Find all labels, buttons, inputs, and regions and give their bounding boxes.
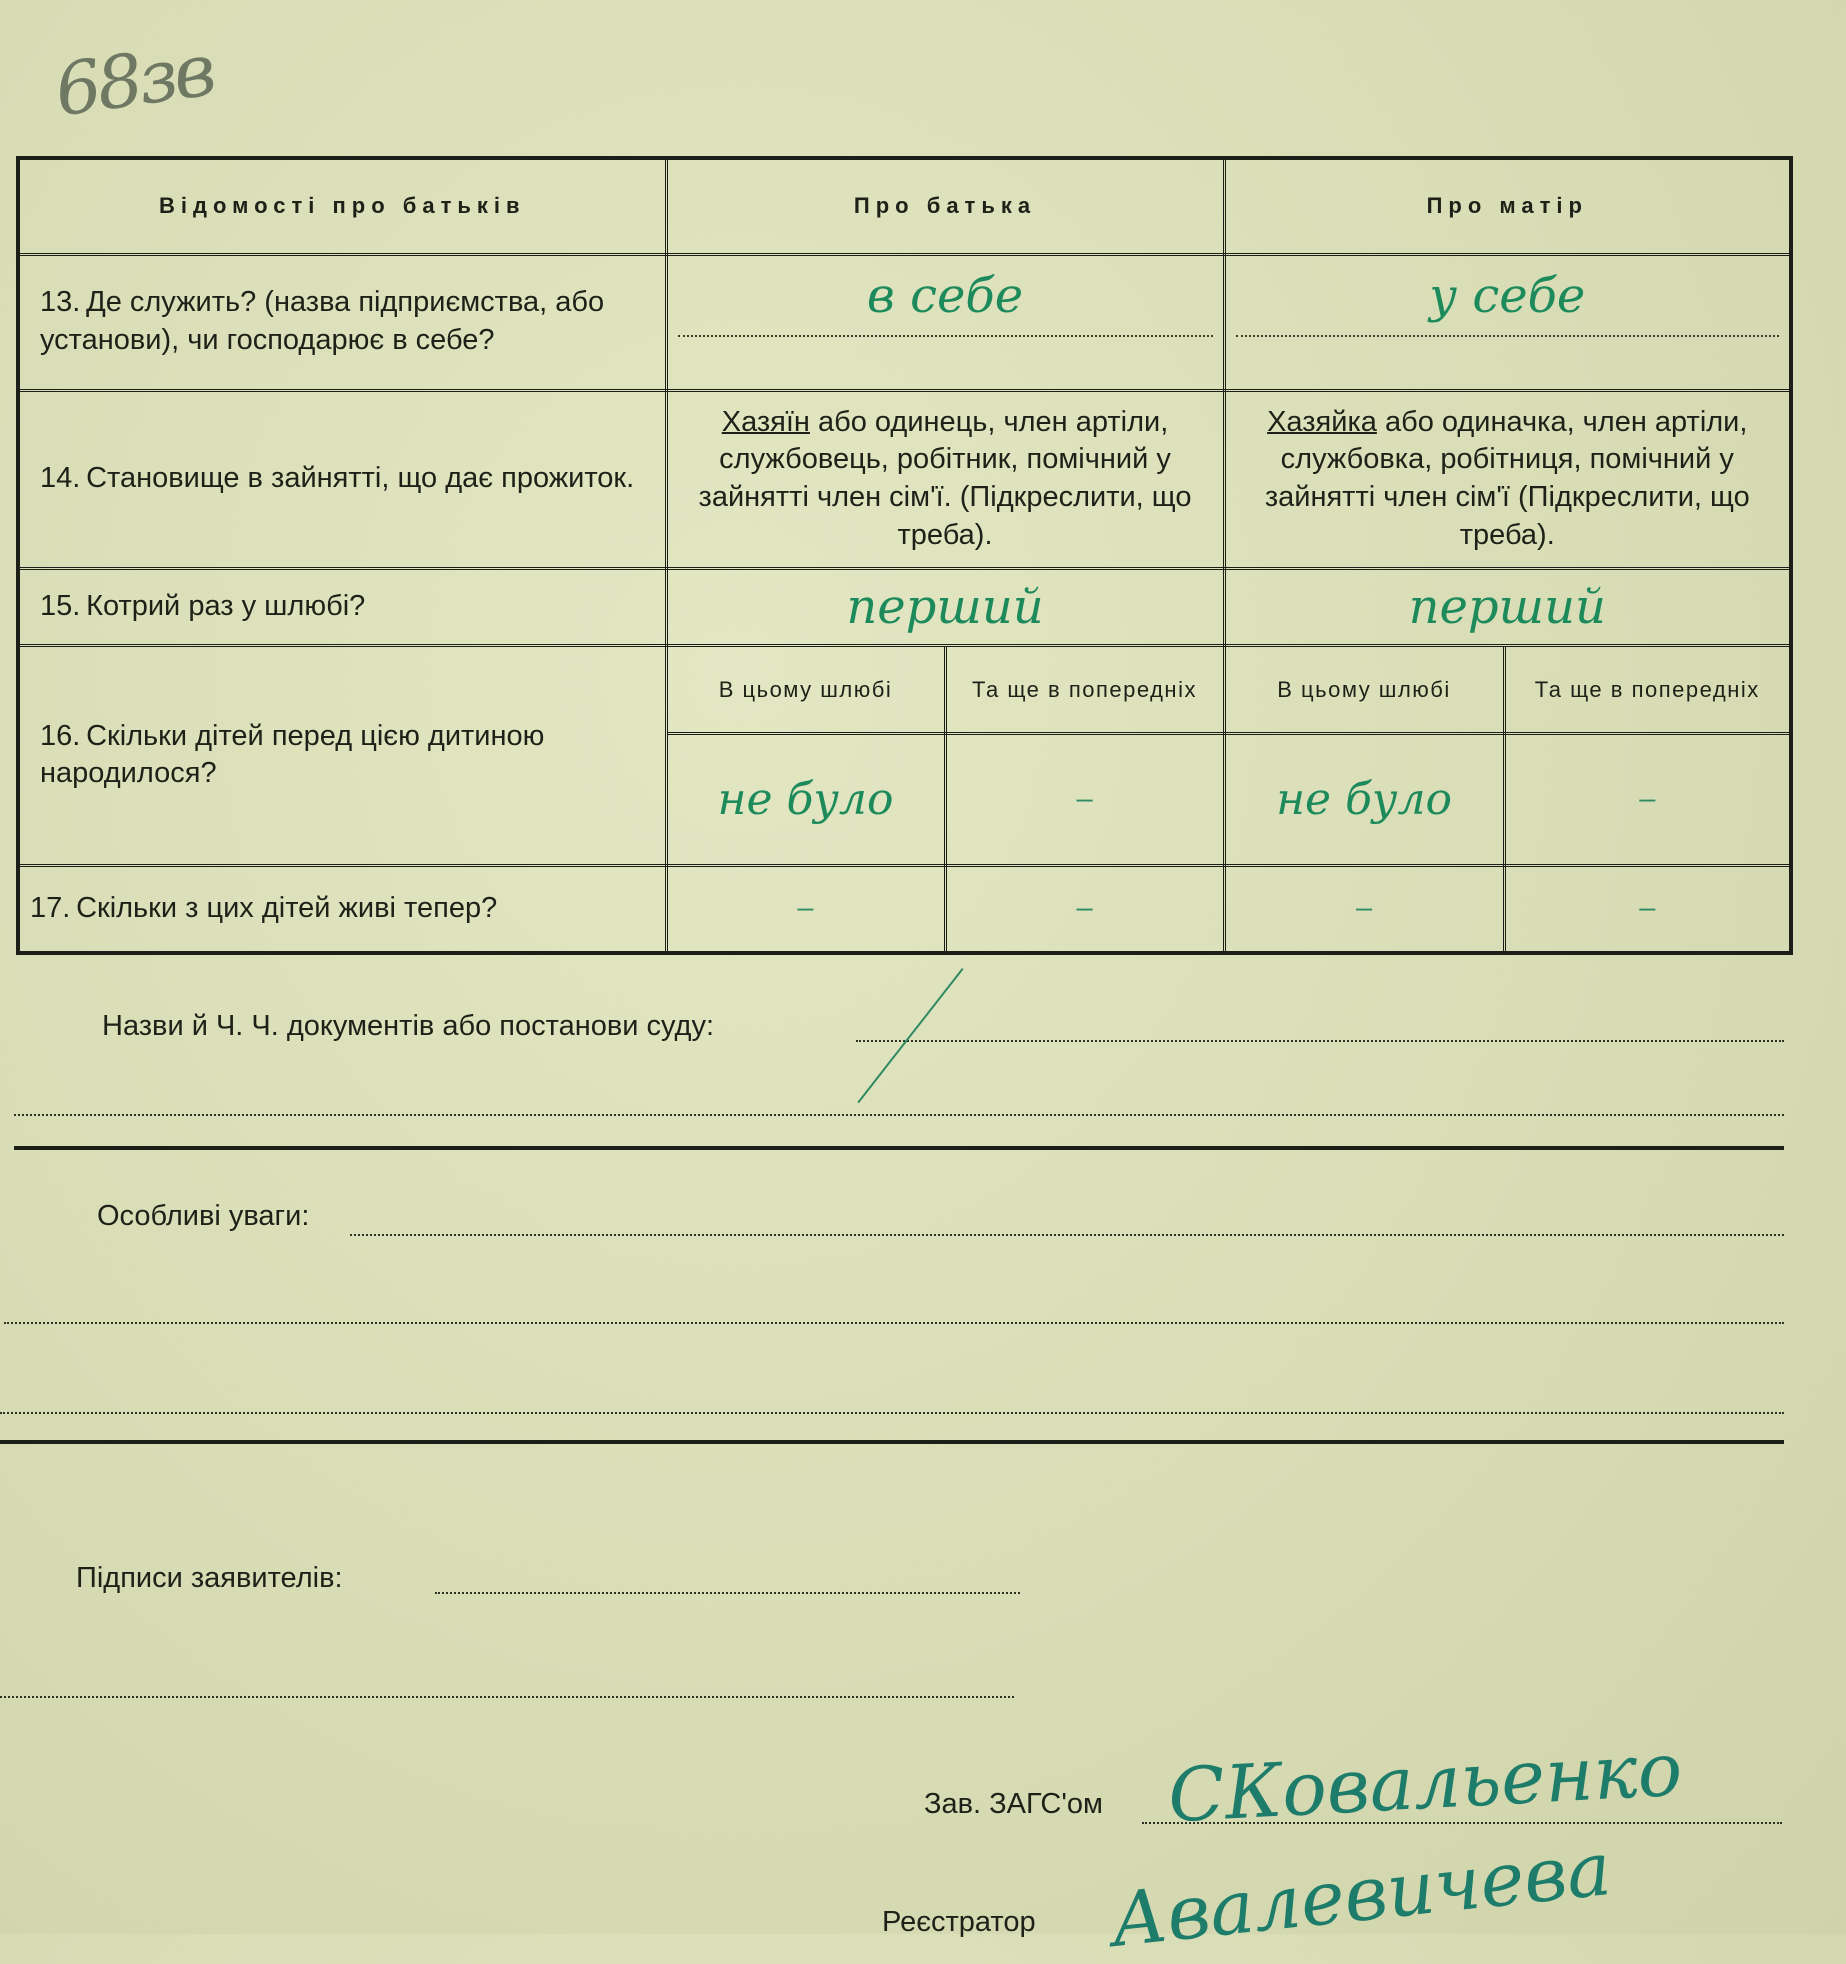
documents-dotted-line-2 (14, 1114, 1784, 1116)
mother-answer-13 (1224, 254, 1791, 390)
question-number: 17. (30, 892, 71, 925)
section-divider-2 (0, 1440, 1784, 1444)
documents-dotted-line-1 (856, 1040, 1784, 1042)
remarks-label: Особливі уваги: (97, 1200, 310, 1232)
mother-alive-this: – (1224, 865, 1504, 953)
registrar-signature: Авалевичева (1106, 1826, 1616, 1964)
question-number: 14. (40, 462, 81, 495)
row-q13 (18, 254, 1791, 390)
table-header-row (18, 158, 1791, 254)
subheader-mother-previous: Та ще в попередніх (1504, 645, 1791, 733)
question-number: 13. (40, 286, 81, 319)
subheader-father-previous: Та ще в попередніх (945, 645, 1224, 733)
options-text: або одинець, член артіли, службовець, робітник, помічний у зайнятті член сім'ї. (Підкреслити, що треба). (698, 405, 1192, 551)
father-children-previous: – (945, 733, 1224, 865)
handwritten-answer: в себе (866, 267, 1024, 324)
handwritten-answer: у себе (1429, 267, 1586, 324)
zags-head-signature: СКовальенко (1166, 1726, 1685, 1840)
father-answer-15 (666, 568, 1224, 645)
documents-label: Назви й Ч. Ч. документів або постанови суду: (102, 1010, 715, 1042)
archive-page-number: 68зв (49, 27, 217, 133)
parents-info-table (16, 156, 1793, 955)
row-q15 (18, 568, 1791, 645)
question-17 (18, 865, 666, 953)
question-15 (18, 568, 666, 645)
mother-children-previous: – (1504, 733, 1791, 865)
underlined-choice: Хазяйка (1267, 405, 1377, 438)
pen-stroke-mark (857, 968, 963, 1103)
handwritten-answer: перший (846, 578, 1044, 635)
handwritten-answer: перший (1408, 578, 1606, 635)
question-text: Де служить? (назва підприємства, або установи), чи господарює в себе? (40, 286, 605, 356)
father-alive-previous: – (945, 865, 1224, 953)
question-16 (18, 645, 666, 865)
header-father: Про батька (666, 158, 1224, 254)
zags-head-dotted-line (1142, 1822, 1782, 1824)
signatures-label: Підписи заявителів: (76, 1562, 343, 1594)
remarks-dotted-line-3 (0, 1412, 1784, 1414)
signatures-dotted-line-2 (0, 1696, 1014, 1698)
options-text: або одиначка, член артіли, службовка, робітниця, помічний у зайнятті член сім'ї (Підкреслити, що треба). (1264, 405, 1750, 551)
father-answer-13 (666, 254, 1224, 390)
mother-children-this: не було (1224, 733, 1504, 865)
header-parents-info: Відомості про батьків (18, 158, 666, 254)
mother-occupation-options (1224, 390, 1791, 568)
remarks-dotted-line-1 (350, 1234, 1784, 1236)
question-number: 16. (40, 719, 81, 752)
underlined-choice: Хазяїн (721, 405, 810, 438)
question-14 (18, 390, 666, 568)
subheader-mother-this-marriage: В цьому шлюбі (1224, 645, 1504, 733)
question-text: Скільки з цих дітей живі тепер? (76, 892, 498, 925)
question-text: Скільки дітей перед цією дитиною народилося? (40, 719, 545, 790)
question-number: 15. (40, 589, 81, 622)
question-text: Котрий раз у шлюбі? (86, 589, 366, 622)
remarks-dotted-line-2 (4, 1322, 1784, 1324)
father-occupation-options (666, 390, 1224, 568)
father-alive-this: – (666, 865, 945, 953)
section-divider-1 (14, 1146, 1784, 1150)
zags-head-label: Зав. ЗАГС'ом (924, 1788, 1103, 1820)
father-children-this: не було (666, 733, 945, 865)
row-q14 (18, 390, 1791, 568)
mother-alive-previous: – (1504, 865, 1791, 953)
question-13 (18, 254, 666, 390)
signatures-dotted-line-1 (435, 1592, 1020, 1594)
mother-answer-15 (1224, 568, 1791, 645)
row-q17 (18, 865, 1791, 953)
question-text: Становище в зайнятті, що дає прожиток. (86, 462, 635, 495)
subheader-father-this-marriage: В цьому шлюбі (666, 645, 945, 733)
registrar-label: Реєстратор (882, 1906, 1036, 1938)
row-q16-subheaders (18, 645, 1791, 733)
header-mother: Про матір (1224, 158, 1791, 254)
